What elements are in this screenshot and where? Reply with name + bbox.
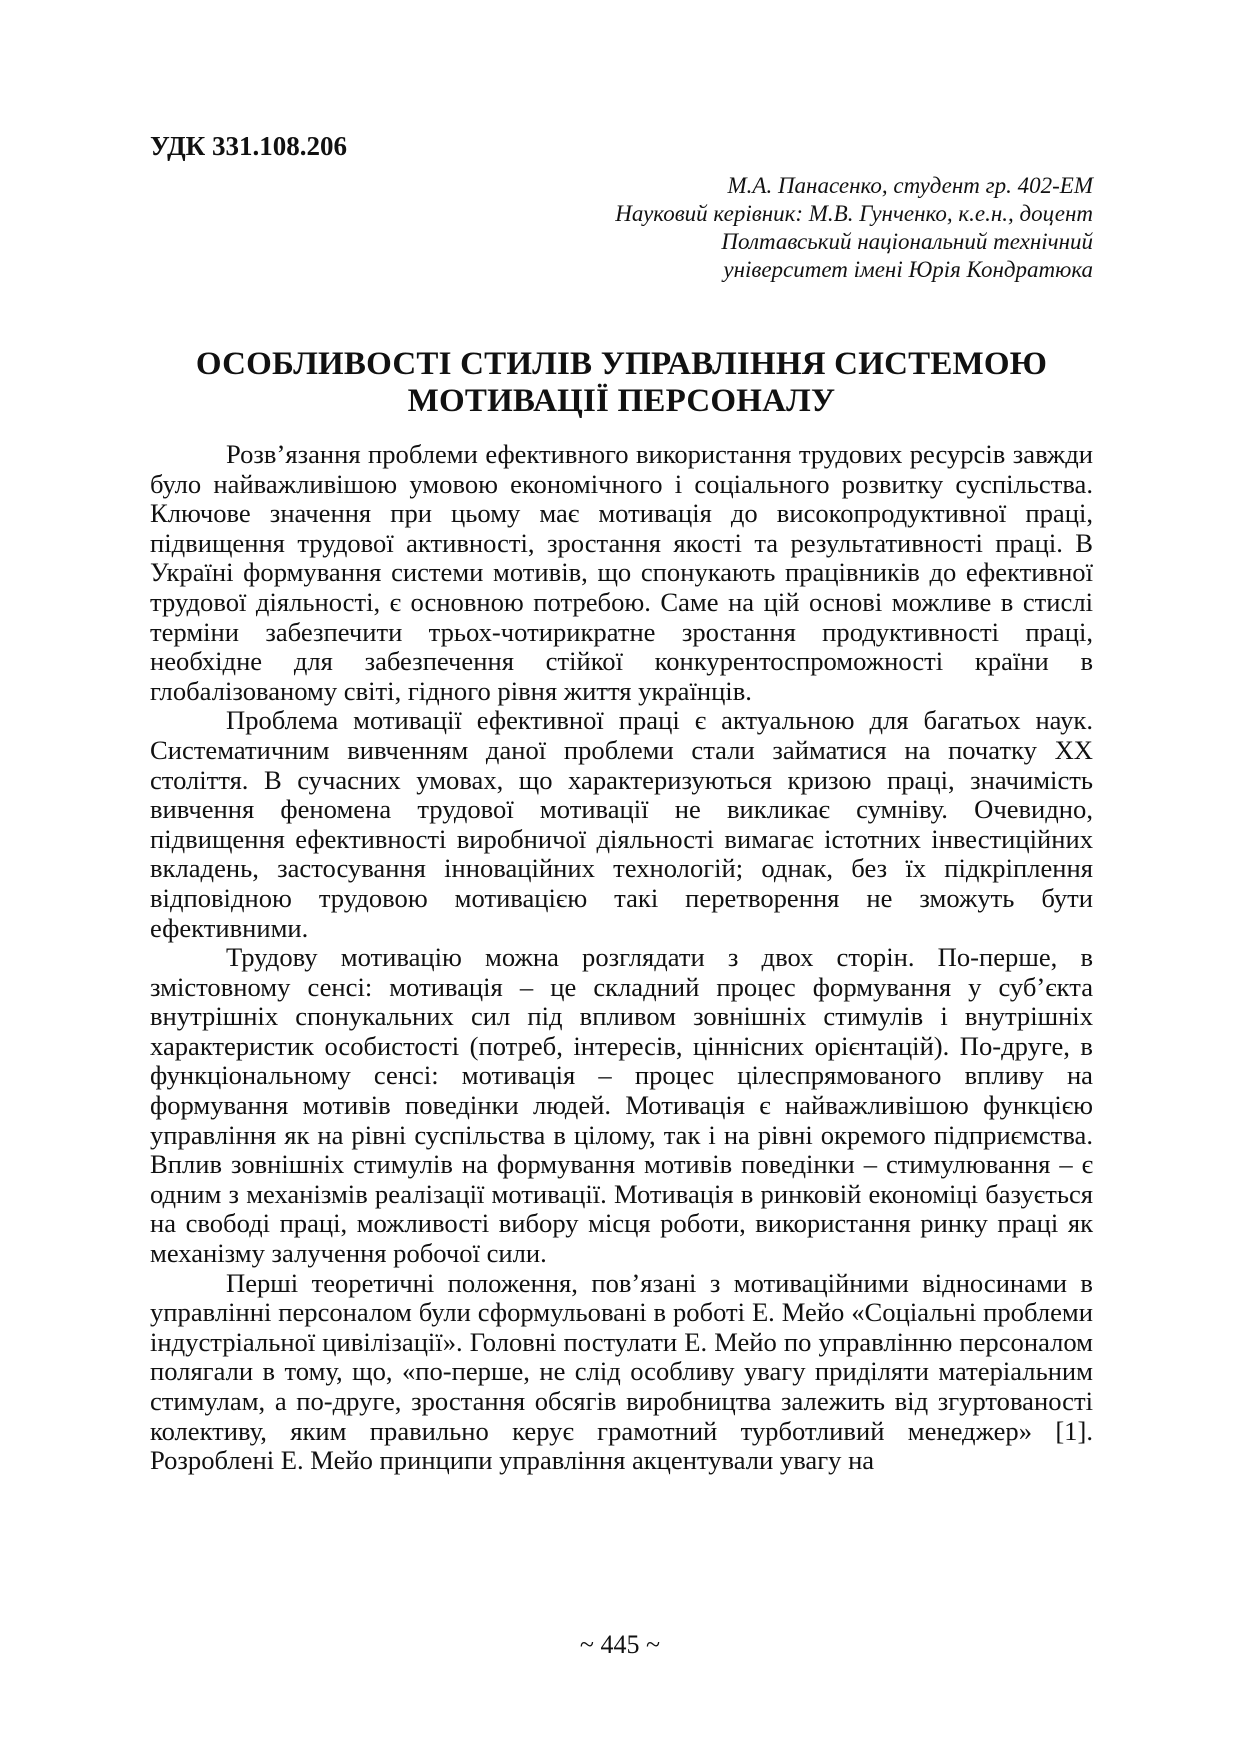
paragraph: Проблема мотивації ефективної праці є актуальною для багатьох наук. Систематичним вивченням даної проблеми стали займатися на початку ХХ століття. В сучасних умовах, що характеризуються кризою праці, значимість вивчення феномена трудової мотивації не викликає сумніву. Очевидно, підвищення ефективності виробничої діяльності вимагає істотних інвестиційних вкладень, застосування інноваційних технологій; однак, без їх підкріплення відповідною трудовою мотивацією такі перетворення не зможуть бути ефективними.	[150, 705, 1093, 943]
title-line: МОТИВАЦІЇ ПЕРСОНАЛУ	[407, 383, 836, 419]
author-line: М.А. Панасенко, студент гр. 402-ЕМ	[727, 173, 1093, 198]
page-number: ~ 445 ~	[579, 1630, 661, 1659]
paragraph: Перші теоретичні положення, пов’язані з мотиваційними відносинами в управлінні персоналом були сформульовані в роботі Е. Мейо «Соціальні проблеми індустріальної цивілізації». Головні постулати Е. Мейо по управлінню персоналом полягали в тому, що, «по-перше, не слід особливу увагу приділяти матеріальним стимулам, а по-друге, зростання обсягів виробництва залежить від згуртованості колективу, яким правильно керує грамотний турботливий менеджер» [1]. Розроблені Е. Мейо принципи управління акцентували увагу на	[150, 1267, 1093, 1476]
title-line: ОСОБЛИВОСТІ СТИЛІВ УПРАВЛІННЯ СИСТЕМОЮ	[195, 346, 1048, 382]
article	[150, 130, 1093, 1476]
affiliation-line: Полтавський національний технічний	[721, 229, 1093, 254]
affiliation-line: університет імені Юрія Кондратюка	[723, 257, 1093, 282]
udk-code: УДК 331.108.206	[150, 131, 347, 161]
author-block	[150, 172, 1093, 284]
article-body	[150, 440, 1093, 1476]
supervisor-line: Науковий керівник: М.В. Гунченко, к.е.н., доцент	[615, 201, 1093, 226]
paragraph: Розв’язання проблеми ефективного використання трудових ресурсів завжди було найважливішою умовою економічного і соціального розвитку суспільства. Ключове значення при цьому має мотивація до високопродуктивної праці, підвищення трудової активності, зростання якості та результативності праці. В Україні формування системи мотивів, що спонукають працівників до ефективної трудової діяльності, є основною потребою. Саме на цій основі можливе в стислі терміни забезпечити трьох-чотирикратне зростання продуктивності праці, необхідне для забезпечення стійкої конкурентоспроможності країни в глобалізованому світі, гідного рівня життя українців.	[150, 439, 1093, 706]
paragraph: Трудову мотивацію можна розглядати з двох сторін. По-перше, в змістовному сенсі: мотивація – це складний процес формування у суб’єкта внутрішніх спонукальних сил під впливом зовнішніх стимулів і внутрішніх характеристик особистості (потреб, інтересів, ціннісних орієнтацій). По-друге, в функціональному сенсі: мотивація – процес цілеспрямованого впливу на формування мотивів поведінки людей. Мотивація є найважливішою функцією управління як на рівні суспільства в цілому, так і на рівні окремого підприємства. Вплив зовнішніх стимулів на формування мотивів поведінки – стимулювання – є одним з механізмів реалізації мотивації. Мотивація в ринковій економіці базується на свободі праці, можливості вибору місця роботи, використання ринку праці як механізму залучення робочої сили.	[150, 942, 1093, 1269]
article-title	[150, 346, 1093, 420]
